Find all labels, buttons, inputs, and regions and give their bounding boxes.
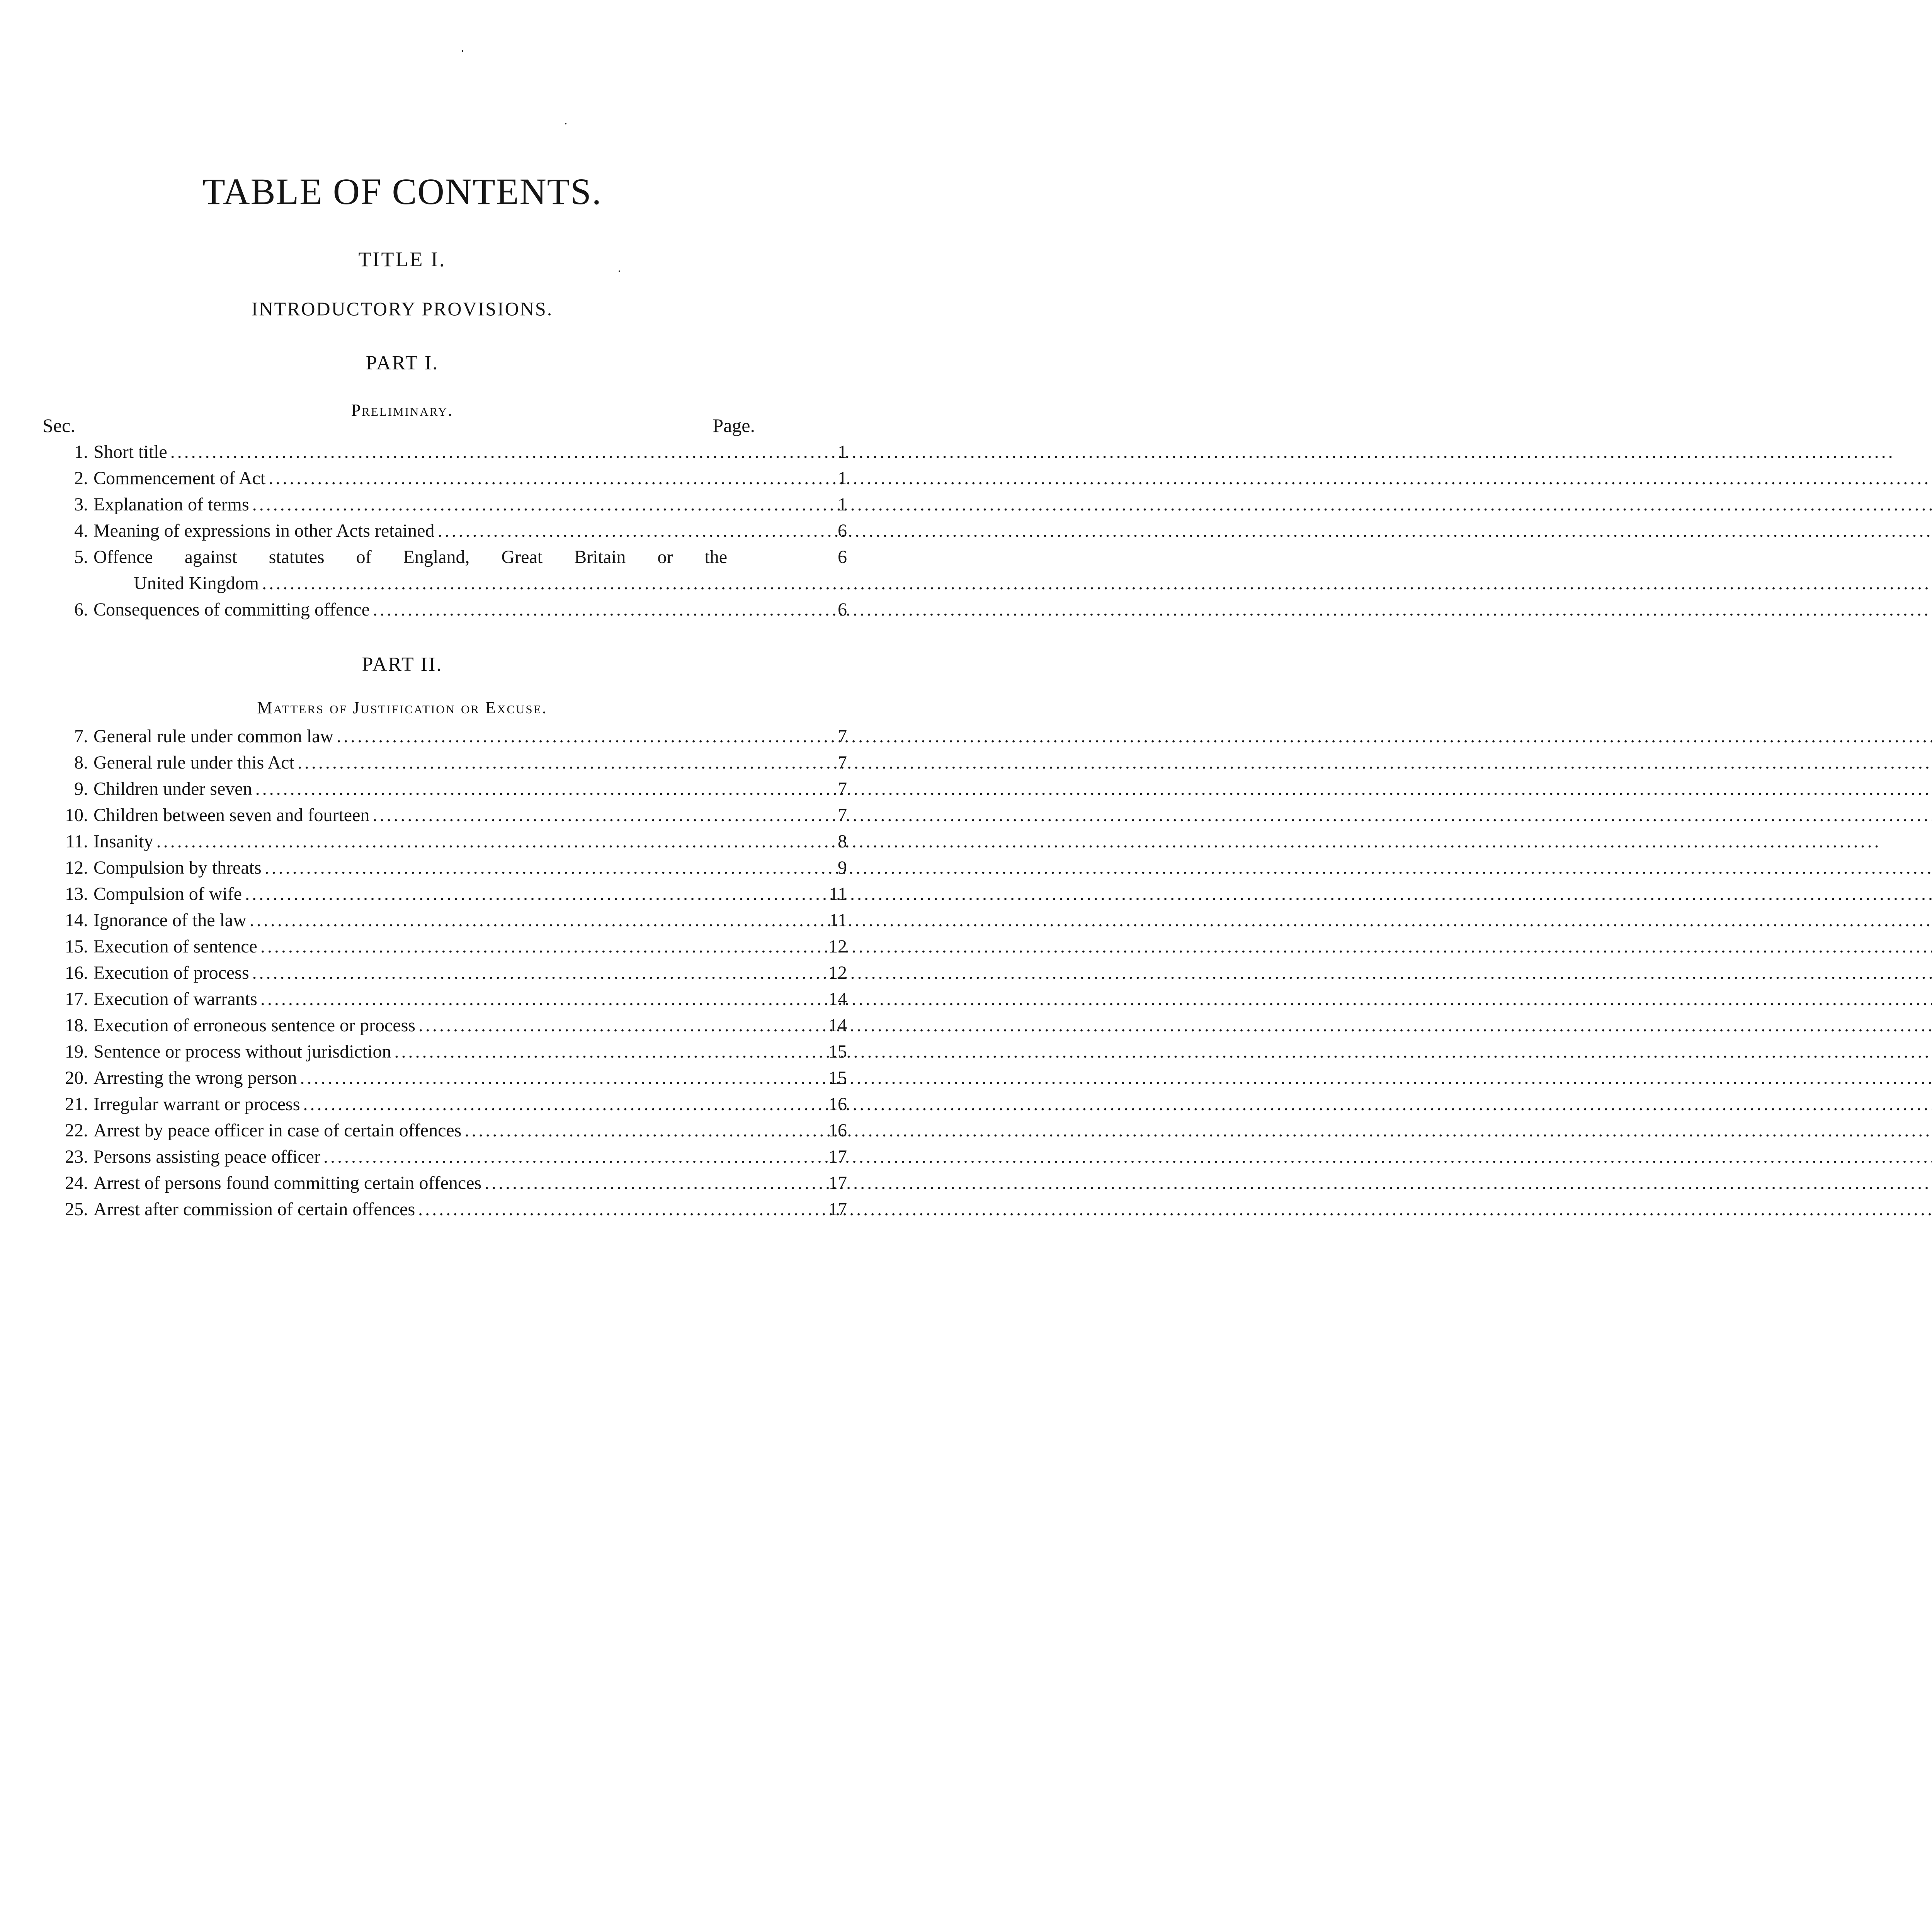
section-number: 13. [65,884,88,904]
section-number: 1. [74,442,88,462]
page-number: 12 [828,963,847,983]
section-number: 10. [65,805,88,825]
toc-entry [43,986,847,1012]
toc-entry [43,1117,847,1144]
section-title: Ignorance of the law [94,910,247,930]
section-title: Insanity [94,831,153,852]
section-number: 9. [74,779,88,799]
toc-part-i-list [43,439,847,623]
page-number: 9 [838,857,847,878]
toc-entry [43,465,847,492]
page-number: 16 [828,1120,847,1141]
section-number: 4. [74,520,88,541]
section-number: 15. [65,936,88,957]
section-title: Execution of sentence [94,936,257,957]
section-title: General rule under this Act [94,752,294,773]
toc-part-ii-list [43,723,847,1223]
title-name: INTRODUCTORY PROVISIONS. [251,298,553,320]
section-title: Execution of process [94,963,249,983]
section-title: Consequences of committing offence [94,599,370,620]
section-title: Short title [94,442,167,462]
toc-entry [43,934,847,960]
section-title: Execution of erroneous sentence or process [94,1015,416,1036]
section-number: 21. [65,1094,88,1114]
toc-entry [43,597,847,623]
section-title: Arresting the wrong person [94,1068,297,1088]
title-word: or [657,547,673,567]
toc-entry [43,881,847,907]
section-number: 14. [65,910,88,930]
title-word: against [184,547,237,567]
part-ii-heading: PART II. [362,653,443,675]
section-title: Compulsion by threats [94,857,262,878]
page-number: 8 [838,831,847,852]
page-number: 6 [838,547,847,567]
toc-entry [43,855,847,881]
section-title: Children under seven [94,779,252,799]
section-number: 3. [74,494,88,515]
page-number: 7 [838,779,847,799]
section-title: Compulsion of wife [94,884,242,904]
section-title: Arrest after commission of certain offences [94,1199,415,1219]
section-number: 8. [74,752,88,773]
page-number: 7 [838,805,847,825]
section-title: Explanation of terms [94,494,249,515]
page-number: 6 [838,599,847,620]
page-number: 15 [828,1068,847,1088]
toc-entry [43,439,847,465]
page-number: 12 [828,936,847,957]
part-ii-subtitle: Matters of Justification or Excuse. [257,698,548,717]
section-number: 2. [74,468,88,488]
toc-entry [43,1039,847,1065]
section-number: 19. [65,1041,88,1062]
section-number: 17. [65,989,88,1009]
part-i-heading: PART I. [366,352,439,374]
page-number: 7 [838,726,847,747]
section-number: 11. [65,831,88,852]
section-title: General rule under common law [94,726,334,747]
page-number: 7 [838,752,847,773]
page-number: 1 [838,494,847,515]
title-word: the [704,547,727,567]
toc-entry [43,1012,847,1039]
toc-entry [43,1170,847,1196]
section-number: 24. [65,1173,88,1193]
page-number: 1 [838,468,847,488]
sec-column-label: Sec. [43,415,75,436]
section-number: 6. [74,599,88,620]
page-number: 17 [828,1173,847,1193]
page-number: 15 [828,1041,847,1062]
toc-entry [43,723,847,750]
page-number: 6 [838,520,847,541]
page-number: 17 [828,1199,847,1219]
toc-entry [43,492,847,518]
toc-entry [43,1091,847,1117]
section-title: Children between seven and fourteen [94,805,370,825]
toc-entry [43,776,847,802]
title-number: TITLE I. [358,248,446,271]
section-title: Execution of warrants [94,989,257,1009]
page-number: 1 [838,442,847,462]
section-title: Sentence or process without jurisdiction [94,1041,391,1062]
page-number: 16 [828,1094,847,1114]
toc-entry [43,907,847,934]
section-title: Persons assisting peace officer [94,1146,320,1167]
section-title: Irregular warrant or process [94,1094,300,1114]
page-number: 11 [829,910,847,930]
section-number: 5. [74,547,88,567]
toc-entry [43,1144,847,1170]
toc-entry [43,518,847,544]
scan-speck [462,50,463,52]
section-title: Arrest of persons found committing certain offences [94,1173,482,1193]
section-number: 16. [65,963,88,983]
section-number: 12. [65,857,88,878]
part-i-subtitle: Preliminary. [351,401,454,420]
section-number: 20. [65,1068,88,1088]
title-word: Offence [94,547,153,567]
toc-entry [43,750,847,776]
toc-entry-multiline [43,544,847,597]
section-number: 7. [74,726,88,747]
section-title: Commencement of Act [94,468,266,488]
section-number: 23. [65,1146,88,1167]
document-title: TABLE OF CONTENTS. [202,171,602,212]
toc-entry [43,1065,847,1091]
scan-speck [565,123,566,124]
title-word: England, [403,547,470,567]
page-column-label: Page. [713,415,755,436]
section-title: Meaning of expressions in other Acts retained [94,520,435,541]
toc-entry [43,960,847,986]
page-number: 14 [828,989,847,1009]
toc-entry [43,1196,847,1223]
title-word: statutes [269,547,325,567]
page-number: 11 [829,884,847,904]
title-word: of [356,547,372,567]
page-number: 17 [828,1146,847,1167]
toc-entry [43,802,847,828]
title-word: Great [501,547,543,567]
section-number: 25. [65,1199,88,1219]
section-number: 18. [65,1015,88,1036]
section-title: Arrest by peace officer in case of certain offences [94,1120,462,1141]
section-title-line-2: United Kingdom [134,573,259,594]
document-page [0,0,847,1278]
page-number: 14 [828,1015,847,1036]
toc-entry [43,828,847,855]
section-number: 22. [65,1120,88,1141]
title-word: Britain [574,547,626,567]
